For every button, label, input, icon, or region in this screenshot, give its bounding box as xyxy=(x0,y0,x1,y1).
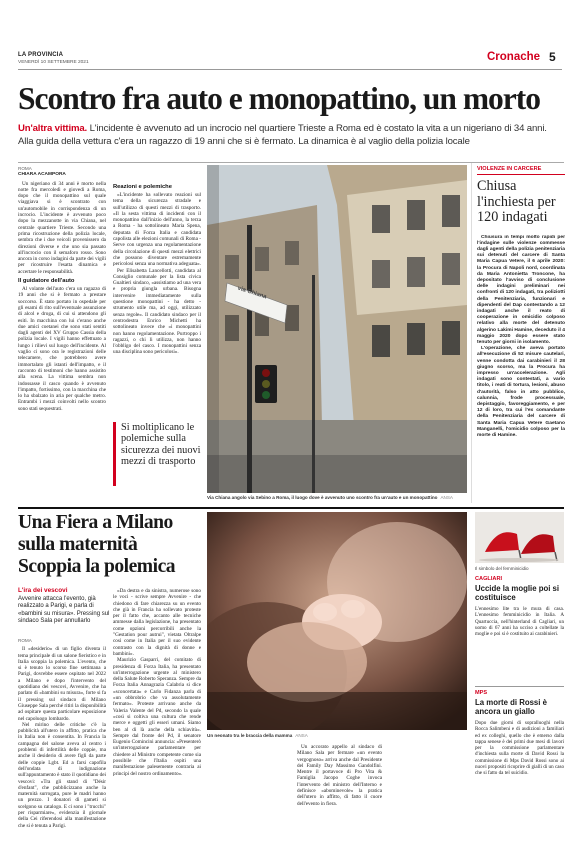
story1-pullquote xyxy=(113,422,201,486)
masthead-date: VENERDÌ 10 SETTEMBRE 2021 xyxy=(18,60,89,65)
story2-photo-caption xyxy=(207,733,469,738)
sidebar1 xyxy=(471,163,564,503)
story1-photo-caption-text: Via Chiana angolo via Sebino a Roma, il luogo dove è avvenuto uno scontro fra un'auto e un monopattino xyxy=(207,495,438,500)
story2-standfirst: Avvenire attacca l'evento, già realizzato a Parigi, e parla di «bambini su misura». Pressing sul sindaco Sala per annullarlo xyxy=(18,596,110,625)
story2-body-c: «Da destra e da sinistra, numerose sono le voci - scrive sempre Avvenire - che chiedono di fare chiarezza su un evento che già in Francia ha sollevato proteste per il fatto che, accanto alle tecniche ammesse dalla legislazione, ha presentato come opzioni percorribili anche la "Gestation pour autrui", vietata Oltralpe così come in Italia per il suo evidente contrasto con la dignità di donne e bambini». xyxy=(113,588,201,657)
sidebar1-kicker-rule xyxy=(477,174,565,175)
story1-photo xyxy=(207,165,467,493)
sidebar1-headline: Chiusa l'inchiesta per 120 indagati xyxy=(477,178,556,225)
story2-body-b: Nel mirino delle critiche c'è la pubblicità all'utero in affitto, pratica che in Italia non è consentita. In Francia la campagna del salone aveva al centro i problemi di infertilità delle coppie, ma anche il desiderio di avere figli da parte delle coppie Lgbt. Ed a farsi capofila dell'ondata di indignazione sull'appuntamento è stato il quotidiano dei vescovi: «Tra gli stand di "Désir d'enfant", che pubblicizzano anche la maternità surrogata, pure le madri hanno un prezzo. I donatori di gameti si scelgono su catalogo. E ci sono i "trucchi" per risparmiare», evidenzia il giornale della Cei riferendosi alla manifestazione che si è tenuta a Parigi. xyxy=(18,721,106,829)
red-shoes-illustration xyxy=(475,512,564,563)
newborn-photo-illustration xyxy=(207,512,467,730)
sidebar2-headline: Uccide la moglie poi si costituisce xyxy=(475,584,560,602)
story1-photo-caption xyxy=(207,495,469,500)
sidebar1-body xyxy=(477,235,565,440)
story2-headline-line-3: Scoppia la polemica xyxy=(18,556,176,577)
story1-dateline: ROMA xyxy=(18,166,32,171)
section-label: Cronache xyxy=(487,51,541,63)
story2-column-2 xyxy=(113,588,201,838)
story2-headline-line-1: Una Fiera a Milano xyxy=(18,512,173,533)
sidebar1-body-a: Chiusura in tempi molto rapidi per l'indagine sulle violenze commesse dagli agenti della polizia penitenziaria sui detenuti del carcere di Santa Maria Capua Vetere, il 6 aprile 2020: la Procura di Napoli nord, coordinata da Maria Antonietta Troncone, ha depositato l'avviso di conclusione delle indagini preliminari nei confronti di 120 indagati, tra poliziotti della Penitenziaria, funzionari e dipendenti del Dap contestando a 12 indagati anche il reato di cooperazione in omicidio colposo relativo alla morte del detenuto algerino Lakimi Hamine, deceduto il 4 maggio 2020 dopo essere stato tenuto per giorni in isolamento. xyxy=(477,234,565,345)
story1-body-c: «L'incidente ha sollevato reazioni sul tema della sicurezza stradale e sull'utilizzo di questi mezzi di trasporto. «Il la sesta vittima di incidenti con il monopattino dall'inizio dell'anno, la terza a Roma - ha sottolineato Maria Spena, deputata di Forza Italia e candidata capolista alle elezioni comunali di Roma - Serve con urgenza una regolamentazione della circolazione di questi mezzi elettrici che possono diventare estremamente pericolosi senza una normativa adeguata». xyxy=(113,192,201,268)
story1-pullquote-text: Si moltiplicano le polemiche sulla sicurezza dei nuovi mezzi di trasporto xyxy=(121,422,201,467)
sidebar3-rule xyxy=(475,686,564,687)
story1-photo-credit: ANSA xyxy=(440,495,453,500)
story2-dateline: ROMA xyxy=(18,638,32,643)
street-photo-illustration xyxy=(207,165,467,493)
story1-body-a: Un nigeriano di 34 anni è morto nella notte fra mercoledì e giovedì a Roma, dopo che il monopattino sul quale viaggiava si è scontrato con un'automobile in corrispondenza di un incrocio. L'incidente è avvenuto poco dopo la mezzanotte in via Chiana, nel centrale quartiere Trieste. Secondo una prima ricostruzione della polizia locale, sembra che i due veicoli provenissero da direzioni diverse e che uno sia passato all'incrocio con il semaforo rosso. Sono ancora in corso indagini da parte dei vigili per ricostruire l'esatta dinamica e accertare le responsabilità. xyxy=(18,180,106,275)
story1-subhead-2: Reazioni e polemiche xyxy=(113,184,172,190)
masthead-paper: LA PROVINCIA xyxy=(18,52,64,58)
story1-standfirst-text: L'incidente è avvenuto ad un incrocio nel quartiere Trieste a Roma ed è costato la vita a un nigeriano di 34 anni. Alla guida della vettura c'era un ragazzo di 19 anni che si è fermato. La dinamica è al vaglio della polizia locale xyxy=(18,123,547,147)
story2-body-a: Il «desiderio» di un figlio diventa il tema principale di un salone fieristico e in Italia scoppia la polemica. L'evento, che si è tenuto lo scorso fine settimana a Parigi, dovrebbe essere ospitato nel 2022 a Milano e dopo l'intervento del quotidiano dei vescovi, Avvenire, che ha parlato di «bambini su misura», forte si fa il pressing sul sindaco di Milano Giuseppe Sala perché ritiri la disponibilità ad ospitare questa particolare esposizione nel capoluogo lombardo. xyxy=(18,646,106,722)
sidebar2-photo-caption: Il simbolo del femminicidio xyxy=(475,566,529,571)
sidebar2-kicker: CAGLIARI xyxy=(475,576,503,582)
sidebar2-body: L'ennesimo lite tra le mura di casa. L'ennesimo femminicidio in Italia. A Quartuccia, nell'hinterland di Cagliari, un uomo di 67 anni ha ucciso a coltellate la moglie e poi si è costituito ai carabinieri. xyxy=(475,606,564,638)
sidebar2 xyxy=(475,576,564,637)
sidebar3-headline: La morte di Rossi è ancora un giallo xyxy=(475,698,547,716)
story2-column-3 xyxy=(207,744,292,840)
story1-body-b: Al volante dell'auto c'era un ragazzo di 19 anni che si è fermato a prestare soccorso. È stato portato in ospedale per gli esami di rito sull'eventuale assunzione di alcol e droga, di cui si attendono gli esiti. In macchina con lui c'erano anche due amici coetanei che sono stati sentiti dagli agenti del XV Gruppo Cassia della polizia locale. I vigili hanno effettuato a lungo i rilievi sul luogo dell'incidente. Al vaglio ci sono ora le registrazioni delle telecamere, che potrebbero avere immortalato gli istanti dell'impatto, e il racconto di testimoni che hanno assistito alla scena. La vittima sembra non indossasse il casco quando è avvenuto l'impatto, fortissimo, con la macchina che lo ha sbalzato in aria per qualche metro. Entrambi i mezzi coinvolti nello scontro sono stati sequestrati. xyxy=(18,286,106,412)
story1-subhead-1: Il guidatore dell'auto xyxy=(18,278,75,285)
story2-headline xyxy=(18,512,213,578)
story2-photo-credit: ANSA xyxy=(295,733,308,738)
page-number: 5 xyxy=(549,50,556,64)
story2-kicker: L'ira dei vescovi xyxy=(18,587,68,594)
story1-column-1 xyxy=(18,166,106,484)
story2-body-d: Maurizio Gasparri, del comitato di presidenza di Forza Italia, ha presentato un'interrogazione urgente al ministero della Salute Roberto Speranza. Sempre da Forza Italia Annagrazia Calabria si dice «sconcertata» e Carlo Fidanza parla di «un obbrobrio che va assolutamente fermato». Proteste arrivano anche da Valeria Valente del Pd, secondo la quale «così si coltiva una cultura che rende merce e oggetti gli esseri umani. Siamo ben al di là anche della schiavitù». Sempre dal fronte del Pd, il senatore Eugenio Comincini annuncia: «Presenterò un'interrogazione parlamentare per chiedere al Ministro competente come sia possibile che l'Italia ospiti una manifestazione palesemente contraria ai principi del nostro ordinamento». xyxy=(113,657,201,777)
sidebar1-body-b: L'operazione, che aveva portato all'esecuzione di 52 misure cautelari, venne condotta dai carabinieri il 28 giugno scorso, ma la Procura ha impresso un'accelerazione. Agli indagati sono contestati, a vario titolo, i reati di tortura, lesioni, abuso d'autorità, falso in atto pubblico, calunnia, frode processuale, depistaggio, favoreggiamento, e per 12 di loro, tra cui l'ex comandante della Penitenziaria del carcere di Santa Maria Capua Vetere Gaetano Manganelli, l'omicidio colposo per la morte di Hamine. xyxy=(477,346,565,438)
story1-standfirst xyxy=(18,123,564,148)
masthead-rule xyxy=(18,69,562,70)
street-sign-text: via Chiana xyxy=(236,285,268,301)
story1-kicker: Un'altra vittima. xyxy=(18,123,88,134)
story1-column-2 xyxy=(113,166,201,416)
story2-column-5 xyxy=(387,744,467,840)
sidebar3-kicker: MPS xyxy=(475,690,488,696)
story2-headline-line-2: sulla maternità xyxy=(18,534,138,555)
stories-separator xyxy=(18,507,564,509)
story2-column-1 xyxy=(18,638,106,838)
story1-headline: Scontro fra auto e monopattino, un morto xyxy=(18,81,541,116)
sidebar1-kicker: VIOLENZE IN CARCERE xyxy=(477,166,542,172)
story2-photo-caption-text: Un neonato tra le braccia della mamma xyxy=(207,733,293,738)
story2-body-e: Un accorato appello al sindaco di Milano Sala per fermare «un evento vergognoso» arriva anche dal Presidente del Family Day Massimo Gandolfini. Mentre il portavoce di Pro Vita & Famiglia Jacopo Coghe invoca l'intervento del ministro dell'Interno e definisce «abominevole» la pratica dell'utero in affitto, di fatto il cuore dell'evento in fiera. xyxy=(297,744,382,807)
story2-photo xyxy=(207,512,467,730)
sidebar3-body: Dopo due giorni di sopralluoghi nella Rocca Salimbeni e di audizioni a familiari ed ex colleghi, quello che è emerso dalla tappa senese è dei primi due mesi di lavori per la commissione parlamentare d'inchiesta sulla morte di David Rossi la commissione di Mps David Rossi sono ai nuovi propositi ricoprire di gialli di un caso che si fatto da tel suicidio. xyxy=(475,720,564,777)
story1-body-d: Per Elisabetta Lancellotti, candidata al Consiglio comunale per la lista civica Gualtieri sindaco, «assistiamo ad una vera e propria giungla urbana. Bisogna intervenire immediatamente sulla questione monopattini - ha detto - strumento utile ma, ad oggi, utilizzato senza regole». Il candidato sindaco per il centrodestra Enrico Michetti ha sottolineato invece che «i monopattini non hanno regolamentazione. Purtroppo i ragazzi, o chi li utilizza, non hanno l'obbligo del casco. I monopattini senza una disciplina sono pericolosi». xyxy=(113,267,201,356)
story2-column-4 xyxy=(297,744,382,840)
story1-byline: CHIARA ACAMPORA xyxy=(18,172,66,178)
sidebar2-photo xyxy=(475,512,564,563)
sidebar3 xyxy=(475,690,564,840)
